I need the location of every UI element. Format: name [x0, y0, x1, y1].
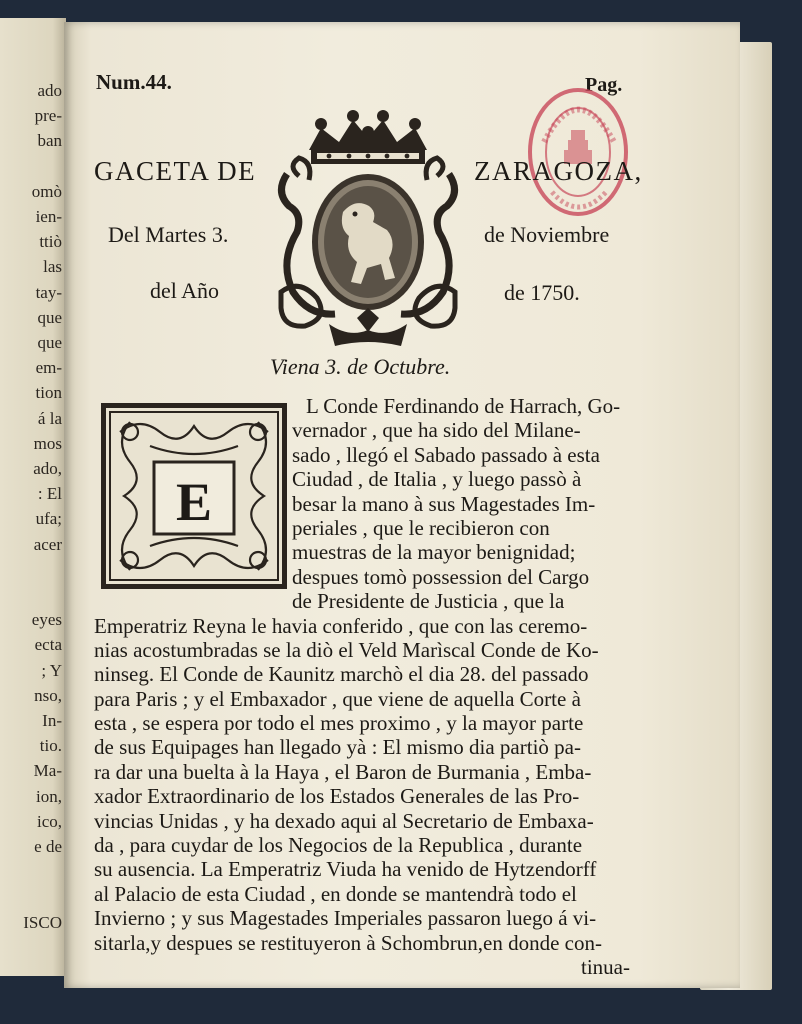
- gazette-page: [64, 22, 740, 988]
- left-page: [0, 18, 66, 976]
- left-page-fragment: ien-: [35, 207, 62, 226]
- left-page-fragment: ISCO: [23, 912, 62, 932]
- left-page-fragment: Ma-: [33, 761, 62, 781]
- issue-number: Num.44.: [96, 70, 172, 94]
- text-line: sitarla,y despues se restituyeron à Schombrun,en donde con-: [94, 930, 602, 955]
- text-line: esta , se espera por todo el mes proximo , y la mayor parte: [94, 711, 584, 736]
- text-line: despues tomò possession del Cargo: [292, 564, 590, 589]
- left-page-fragment: ecta: [34, 635, 62, 655]
- text-line: ra dar una buelta à la Haya , el Baron de Burmania , Emba-: [94, 759, 592, 784]
- article-body: [94, 394, 634, 979]
- left-page-fragment: ; Y: [41, 660, 62, 680]
- left-page-fragment: tio.: [39, 736, 62, 756]
- date-month: de Noviembre: [484, 222, 610, 247]
- left-page-fragment: á la: [37, 408, 62, 428]
- initial-letter: E: [175, 472, 213, 532]
- left-page-fragment: ico,: [36, 811, 62, 831]
- title-right: ZARAGOZA,: [474, 156, 643, 186]
- left-page-fragment: acer: [33, 534, 62, 554]
- left-page-fragment: In-: [42, 711, 62, 730]
- left-page-fragment: ufa;: [35, 509, 62, 529]
- text-line: Invierno ; y sus Magestades Imperiales passaron luego á vi-: [94, 906, 597, 931]
- text-line: al Palacio de esta Ciudad , en donde se mantendrà todo el: [94, 881, 577, 906]
- page-label: Pag.: [585, 74, 623, 96]
- text-line: xador Extraordinario de los Estados Generales de las Pro-: [94, 784, 580, 809]
- left-page-fragment: tay-: [35, 282, 62, 302]
- text-line: de sus Equipages han llegado yà : El mismo dia partiò pa-: [94, 735, 581, 760]
- text-line: Emperatriz Reyna le havia conferido , que con las ceremo-: [94, 613, 588, 638]
- dateline: Viena 3. de Octubre.: [270, 354, 451, 379]
- text-line: periales , que le recibieron con: [292, 515, 550, 540]
- year-value: de 1750.: [504, 280, 580, 305]
- left-page-fragment: las: [43, 257, 62, 277]
- title-left: GACETA DE: [94, 156, 257, 186]
- text-line: nias acostumbradas se la diò el Veld Marìscal Conde de Ko-: [94, 637, 599, 662]
- text-line: Ciudad , de Italia , y luego passò à: [292, 467, 582, 492]
- left-page-fragment: eyes: [31, 610, 62, 630]
- library-stamp: [524, 82, 632, 222]
- text-line: besar la mano à sus Magestades Im-: [292, 491, 596, 516]
- left-page-fragment: nso,: [34, 685, 62, 705]
- left-page-fragment: ion,: [36, 786, 62, 806]
- text-line: vernador , que ha sido del Milane-: [292, 418, 581, 443]
- text-line: ninseg. El Conde de Kaunitz marchò el dia 28. del passado: [94, 662, 589, 687]
- left-page-fragment: ban: [37, 131, 62, 151]
- text-line: para Paris ; y el Embaxador , que viene de aquella Corte à: [94, 686, 581, 711]
- left-page-fragment: e de: [34, 837, 62, 856]
- left-page-fragment: mos: [33, 433, 62, 453]
- left-page-fragment: tion: [35, 383, 62, 403]
- text-line: de Presidente de Justicia , que la: [292, 589, 565, 614]
- text-line: L Conde Ferdinando de Harrach, Go-: [306, 394, 621, 418]
- year-label: del Año: [150, 278, 220, 303]
- left-page-fragment: pre-: [34, 106, 62, 126]
- text-line: sado , llegó el Sabado passado à esta: [292, 442, 600, 467]
- text-line: vincias Unidas , y ha dexado aqui al Secretario de Embaxa-: [94, 808, 594, 833]
- catchword: tinua-: [581, 954, 630, 979]
- coat-of-arms-emblem: [269, 102, 467, 354]
- left-page-fragment: omò: [31, 181, 62, 201]
- left-page-fragment: : El: [37, 484, 62, 504]
- left-page-fragment: em-: [35, 358, 62, 378]
- text-line: su ausencia. La Emperatriz Viuda ha venido de Hytzendorff: [94, 857, 597, 882]
- left-page-fragment: que: [37, 333, 62, 352]
- left-page-fragment: ado: [37, 81, 62, 100]
- left-page-fragment: ttiò: [39, 232, 62, 252]
- text-line: da , para cuydar de los Negocios de la Republica , durante: [94, 833, 583, 858]
- text-line: muestras de la mayor benignidad;: [292, 540, 576, 565]
- left-page-fragment: ado,: [33, 459, 62, 478]
- left-page-fragment: que: [37, 307, 62, 327]
- date-weekday: Del Martes 3.: [108, 222, 229, 247]
